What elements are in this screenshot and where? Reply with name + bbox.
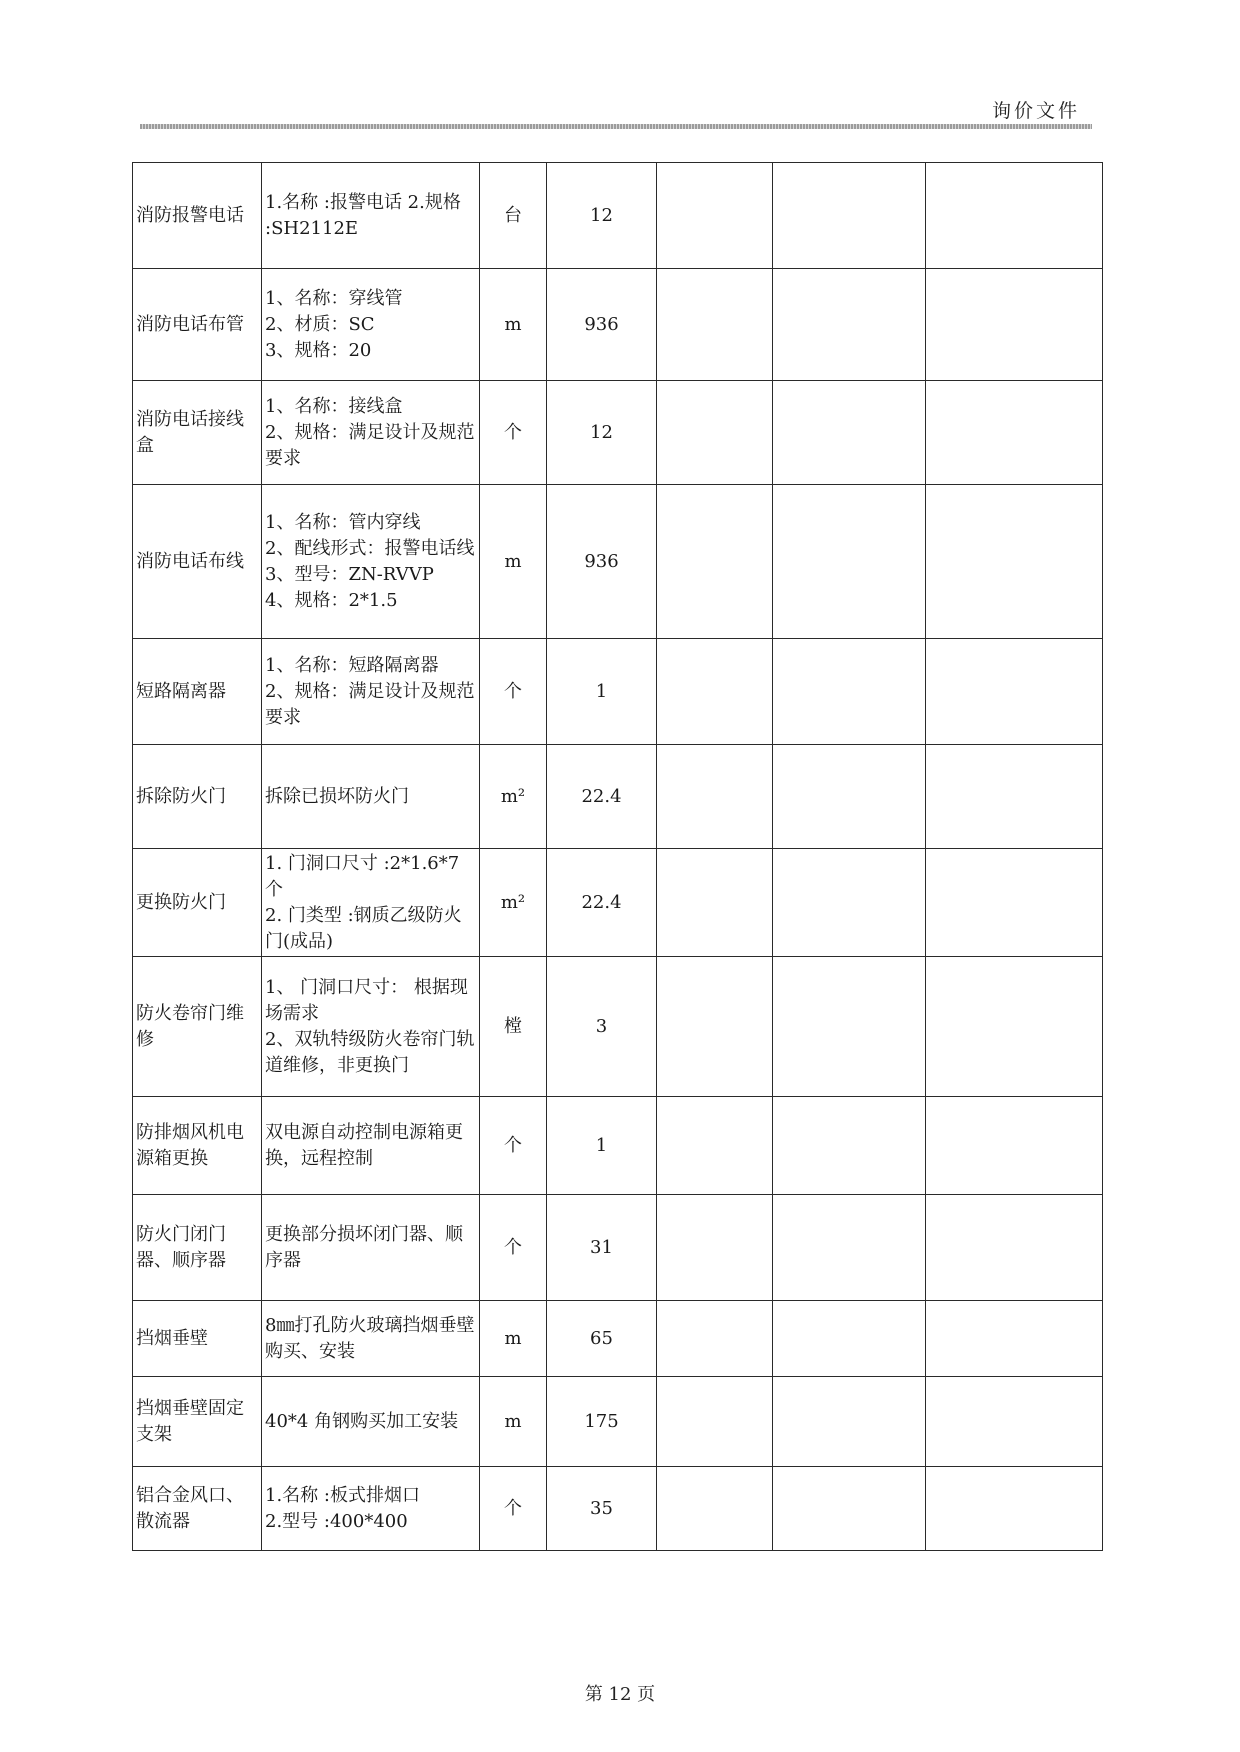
table-row bbox=[133, 1377, 1103, 1467]
item-name-cell: 挡烟垂壁固定支架 bbox=[133, 1377, 262, 1467]
description-line: 2.型号 :400*400 bbox=[265, 1510, 408, 1532]
description-line: 双电源自动控制电源箱更换，远程控制 bbox=[265, 1121, 463, 1169]
empty-cell-3 bbox=[926, 957, 1103, 1097]
price-table bbox=[132, 162, 1103, 1551]
item-quantity-cell: 22.4 bbox=[547, 849, 657, 957]
header-divider bbox=[140, 124, 1092, 129]
item-quantity-cell: 12 bbox=[547, 163, 657, 269]
item-quantity-cell: 31 bbox=[547, 1195, 657, 1301]
empty-cell-3 bbox=[926, 849, 1103, 957]
item-description-cell bbox=[262, 1301, 480, 1377]
empty-cell-1 bbox=[657, 1301, 773, 1377]
item-unit-cell: m bbox=[480, 1377, 547, 1467]
item-quantity-cell: 35 bbox=[547, 1467, 657, 1551]
empty-cell-3 bbox=[926, 381, 1103, 485]
item-name-cell: 防火卷帘门维修 bbox=[133, 957, 262, 1097]
item-quantity-cell: 936 bbox=[547, 485, 657, 639]
description-line: 4、规格：2*1.5 bbox=[265, 589, 398, 611]
item-unit-cell: 台 bbox=[480, 163, 547, 269]
empty-cell-1 bbox=[657, 163, 773, 269]
table-row bbox=[133, 1467, 1103, 1551]
empty-cell-1 bbox=[657, 381, 773, 485]
item-unit-cell: m bbox=[480, 1301, 547, 1377]
item-description-cell bbox=[262, 1377, 480, 1467]
empty-cell-3 bbox=[926, 163, 1103, 269]
item-name-cell: 消防电话接线盒 bbox=[133, 381, 262, 485]
price-table-container bbox=[132, 162, 1090, 1551]
item-name-cell: 消防电话布线 bbox=[133, 485, 262, 639]
description-line: 2、规格：满足设计及规范要求 bbox=[265, 421, 475, 469]
empty-cell-2 bbox=[773, 639, 926, 745]
table-row bbox=[133, 485, 1103, 639]
item-unit-cell: 个 bbox=[480, 381, 547, 485]
description-line: 3、规格：20 bbox=[265, 339, 372, 361]
empty-cell-1 bbox=[657, 849, 773, 957]
item-description-cell bbox=[262, 1097, 480, 1195]
table-row bbox=[133, 639, 1103, 745]
item-unit-cell: m² bbox=[480, 745, 547, 849]
page-number: 第 12 页 bbox=[584, 1684, 656, 1705]
empty-cell-2 bbox=[773, 1377, 926, 1467]
item-name-cell: 消防电话布管 bbox=[133, 269, 262, 381]
item-name-cell: 更换防火门 bbox=[133, 849, 262, 957]
item-unit-cell: 个 bbox=[480, 1195, 547, 1301]
item-unit-cell: m² bbox=[480, 849, 547, 957]
description-line: 8㎜打孔防火玻璃挡烟垂壁购买、安装 bbox=[265, 1314, 475, 1362]
item-quantity-cell: 12 bbox=[547, 381, 657, 485]
empty-cell-2 bbox=[773, 1467, 926, 1551]
description-line: 2、规格：满足设计及规范要求 bbox=[265, 680, 475, 728]
empty-cell-1 bbox=[657, 1097, 773, 1195]
empty-cell-3 bbox=[926, 1195, 1103, 1301]
empty-cell-1 bbox=[657, 1377, 773, 1467]
description-line: 1、名称：穿线管 bbox=[265, 287, 403, 309]
description-line: 1.名称 :报警电话 2.规格 :SH2112E bbox=[265, 191, 461, 239]
description-line: 2、配线形式：报警电话线 bbox=[265, 537, 475, 559]
empty-cell-2 bbox=[773, 485, 926, 639]
table-row bbox=[133, 1195, 1103, 1301]
empty-cell-2 bbox=[773, 163, 926, 269]
item-quantity-cell: 65 bbox=[547, 1301, 657, 1377]
item-description-cell bbox=[262, 269, 480, 381]
description-line: 2、双轨特级防火卷帘门轨道维修，非更换门 bbox=[265, 1028, 475, 1076]
description-line: 2. 门类型 :钢质乙级防火门(成品) bbox=[265, 904, 462, 952]
document-header-title: 询价文件 bbox=[992, 100, 1081, 122]
item-quantity-cell: 1 bbox=[547, 639, 657, 745]
empty-cell-2 bbox=[773, 957, 926, 1097]
table-row bbox=[133, 849, 1103, 957]
description-line: 1、名称：接线盒 bbox=[265, 395, 403, 417]
item-description-cell bbox=[262, 163, 480, 269]
item-unit-cell: 个 bbox=[480, 1097, 547, 1195]
empty-cell-3 bbox=[926, 1467, 1103, 1551]
empty-cell-2 bbox=[773, 381, 926, 485]
item-quantity-cell: 3 bbox=[547, 957, 657, 1097]
table-row bbox=[133, 745, 1103, 849]
empty-cell-1 bbox=[657, 485, 773, 639]
description-line: 1. 门洞口尺寸 :2*1.6*7 个 bbox=[265, 852, 460, 900]
table-row bbox=[133, 269, 1103, 381]
description-line: 2、材质：SC bbox=[265, 313, 375, 335]
item-description-cell bbox=[262, 745, 480, 849]
table-row bbox=[133, 163, 1103, 269]
item-unit-cell: m bbox=[480, 269, 547, 381]
empty-cell-3 bbox=[926, 639, 1103, 745]
item-description-cell bbox=[262, 639, 480, 745]
empty-cell-1 bbox=[657, 1195, 773, 1301]
description-line: 40*4 角钢购买加工安装 bbox=[265, 1410, 459, 1432]
table-row bbox=[133, 381, 1103, 485]
empty-cell-3 bbox=[926, 1377, 1103, 1467]
empty-cell-2 bbox=[773, 849, 926, 957]
empty-cell-2 bbox=[773, 1195, 926, 1301]
item-quantity-cell: 1 bbox=[547, 1097, 657, 1195]
item-name-cell: 铝合金风口、散流器 bbox=[133, 1467, 262, 1551]
table-row bbox=[133, 1097, 1103, 1195]
description-line: 1.名称 :板式排烟口 bbox=[265, 1484, 420, 1506]
item-description-cell bbox=[262, 485, 480, 639]
empty-cell-2 bbox=[773, 1097, 926, 1195]
item-description-cell bbox=[262, 381, 480, 485]
item-name-cell: 拆除防火门 bbox=[133, 745, 262, 849]
empty-cell-3 bbox=[926, 485, 1103, 639]
empty-cell-2 bbox=[773, 269, 926, 381]
item-name-cell: 防排烟风机电源箱更换 bbox=[133, 1097, 262, 1195]
empty-cell-3 bbox=[926, 1097, 1103, 1195]
item-quantity-cell: 936 bbox=[547, 269, 657, 381]
item-description-cell bbox=[262, 1467, 480, 1551]
empty-cell-1 bbox=[657, 639, 773, 745]
item-name-cell: 短路隔离器 bbox=[133, 639, 262, 745]
description-line: 更换部分损坏闭门器、顺序器 bbox=[265, 1223, 463, 1271]
item-name-cell: 消防报警电话 bbox=[133, 163, 262, 269]
item-unit-cell: 个 bbox=[480, 639, 547, 745]
empty-cell-1 bbox=[657, 1467, 773, 1551]
empty-cell-3 bbox=[926, 745, 1103, 849]
description-line: 1、 门洞口尺寸： 根据现场需求 bbox=[265, 976, 468, 1024]
empty-cell-3 bbox=[926, 269, 1103, 381]
item-description-cell bbox=[262, 957, 480, 1097]
item-quantity-cell: 22.4 bbox=[547, 745, 657, 849]
description-line: 1、名称：管内穿线 bbox=[265, 511, 421, 533]
empty-cell-2 bbox=[773, 1301, 926, 1377]
item-description-cell bbox=[262, 1195, 480, 1301]
item-name-cell: 挡烟垂壁 bbox=[133, 1301, 262, 1377]
item-unit-cell: 樘 bbox=[480, 957, 547, 1097]
table-row bbox=[133, 1301, 1103, 1377]
item-unit-cell: 个 bbox=[480, 1467, 547, 1551]
item-quantity-cell: 175 bbox=[547, 1377, 657, 1467]
table-row bbox=[133, 957, 1103, 1097]
description-line: 拆除已损坏防火门 bbox=[265, 785, 409, 807]
empty-cell-1 bbox=[657, 745, 773, 849]
item-unit-cell: m bbox=[480, 485, 547, 639]
item-name-cell: 防火门闭门器、顺序器 bbox=[133, 1195, 262, 1301]
description-line: 3、型号：ZN-RVVP bbox=[265, 563, 434, 585]
empty-cell-1 bbox=[657, 269, 773, 381]
item-description-cell bbox=[262, 849, 480, 957]
empty-cell-1 bbox=[657, 957, 773, 1097]
description-line: 1、名称：短路隔离器 bbox=[265, 654, 439, 676]
empty-cell-3 bbox=[926, 1301, 1103, 1377]
empty-cell-2 bbox=[773, 745, 926, 849]
